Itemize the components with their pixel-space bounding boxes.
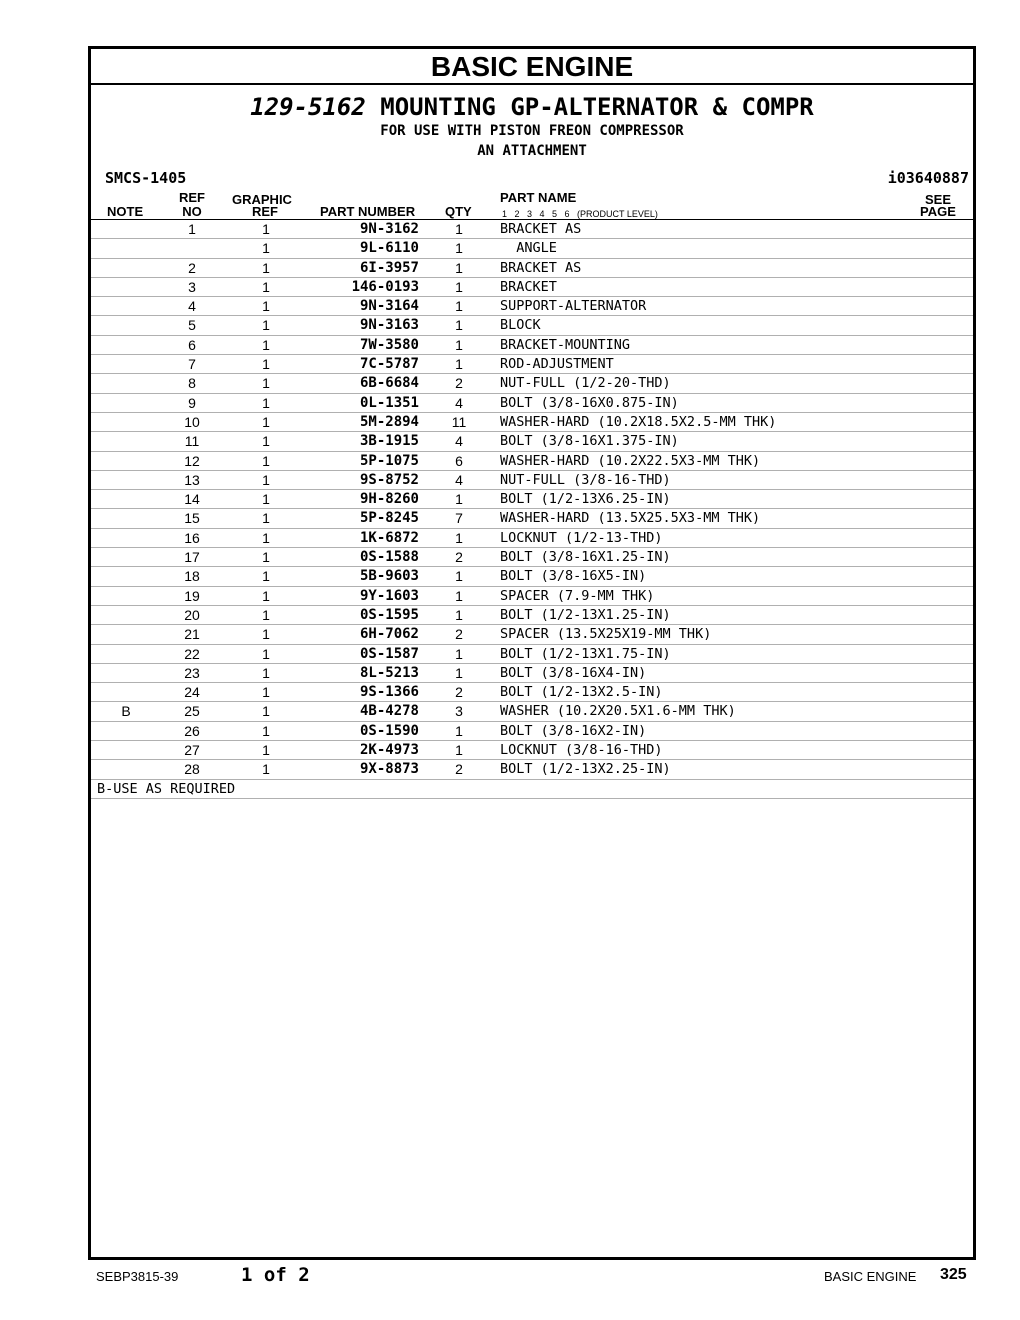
table-row [91,413,973,432]
cell-part-name: SPACER (13.5X25X19-MM THK) [500,626,712,643]
table-row [91,664,973,683]
cell-qty: 1 [455,336,463,353]
cell-qty: 1 [455,317,463,334]
cell-graphic-ref: 1 [262,221,270,237]
group-title [91,93,973,121]
group-name: MOUNTING GP-ALTERNATOR & COMPR [380,93,814,121]
cell-part-number: 7W-3580 [359,336,419,353]
cell-part-number: 6H-7062 [359,626,419,643]
cell-qty: 2 [455,549,463,566]
table-row [91,452,973,471]
cell-part-name: BOLT (3/8-16X4-IN) [500,664,647,681]
cell-graphic-ref: 1 [262,549,270,566]
cell-part-number: 9X-8873 [359,761,419,778]
footer-page-number: 325 [940,1266,967,1283]
cell-part-name: NUT-FULL (1/2-20-THD) [500,375,671,392]
table-row [91,645,973,664]
cell-part-number: 9N-3164 [359,298,419,315]
cell-qty: 1 [455,664,463,681]
cell-part-number: 0S-1590 [359,722,419,739]
cell-part-number: 9S-1366 [359,684,419,701]
cell-part-name: BOLT (1/2-13X2.5-IN) [500,684,663,701]
cell-qty: 1 [455,491,463,508]
cell-ref-no: 2 [188,259,196,276]
cell-part-number: 6I-3957 [359,259,419,276]
footer-page-of: 1 of 2 [241,1264,310,1286]
cell-graphic-ref: 1 [262,433,270,450]
table-row [91,683,973,702]
cell-ref-no: 27 [184,742,200,759]
cell-ref-no: 6 [188,336,196,353]
cell-part-name: BRACKET [500,278,557,295]
cell-ref-no: 17 [184,549,200,566]
cell-ref-no: 14 [184,491,200,508]
cell-note: B [121,703,131,720]
cell-part-number: 0S-1587 [359,645,419,662]
cell-qty: 1 [455,259,463,276]
cell-part-number: 2K-4973 [359,742,419,759]
table-row [91,625,973,644]
cell-part-name: BOLT (1/2-13X1.75-IN) [500,645,671,662]
table-row [91,529,973,548]
cell-part-name: BLOCK [500,317,541,334]
cell-part-number: 6B-6684 [359,375,419,392]
parts-page-frame [88,46,976,1260]
cell-graphic-ref: 1 [262,529,270,546]
cell-part-number: 9S-8752 [359,471,419,488]
header-note: NOTE [107,204,144,219]
cell-qty: 3 [455,703,463,720]
cell-part-name: BOLT (1/2-13X1.25-IN) [500,606,671,623]
cell-part-name: SPACER (7.9-MM THK) [500,587,655,604]
cell-part-number: 146-0193 [351,278,419,295]
header-graphic-2: REF [252,204,278,219]
cell-ref-no: 16 [184,529,200,546]
cell-graphic-ref: 1 [262,240,270,257]
cell-ref-no: 13 [184,471,200,488]
cell-graphic-ref: 1 [262,413,270,430]
footer-document-number: SEBP3815-39 [96,1269,179,1284]
cell-part-number: 7C-5787 [359,356,419,373]
cell-part-number: 1K-6872 [359,529,419,546]
cell-part-number: 5P-1075 [359,452,419,469]
cell-part-name: BOLT (3/8-16X0.875-IN) [500,394,679,411]
table-row [91,316,973,335]
cell-part-name: BRACKET AS [500,259,582,276]
table-row [91,374,973,393]
cell-part-number: 3B-1915 [359,433,419,450]
cell-graphic-ref: 1 [262,626,270,643]
group-part-number: 129-5162 [250,93,366,121]
cell-part-name: ROD-ADJUSTMENT [500,356,614,373]
cell-ref-no: 25 [184,703,200,720]
section-title: BASIC ENGINE [91,49,973,85]
cell-ref-no: 19 [184,587,200,604]
cell-qty: 1 [455,298,463,315]
cell-ref-no: 3 [188,278,196,295]
cell-part-number: 9H-8260 [359,491,419,508]
table-row [91,567,973,586]
cell-part-number: 5M-2894 [359,413,419,430]
cell-part-number: 8L-5213 [359,664,419,681]
parts-list [91,220,973,780]
table-row [91,239,973,258]
cell-graphic-ref: 1 [262,394,270,411]
cell-part-number: 9Y-1603 [359,587,419,604]
cell-part-name: BOLT (3/8-16X1.375-IN) [500,433,679,450]
group-subtitle-2: AN ATTACHMENT [477,143,587,159]
cell-qty: 1 [455,278,463,295]
cell-part-name: WASHER-HARD (10.2X22.5X3-MM THK) [500,452,761,469]
cell-qty: 2 [455,375,463,392]
cell-ref-no: 28 [184,761,200,778]
cell-graphic-ref: 1 [262,684,270,701]
cell-qty: 2 [455,684,463,701]
cell-ref-no: 15 [184,510,200,527]
cell-graphic-ref: 1 [262,375,270,392]
cell-qty: 1 [455,221,463,237]
cell-graphic-ref: 1 [262,587,270,604]
cell-qty: 1 [455,742,463,759]
cell-graphic-ref: 1 [262,742,270,759]
cell-qty: 4 [455,433,463,450]
header-product-level: 1 2 3 4 5 6 (PRODUCT LEVEL) [502,209,658,219]
cell-qty: 11 [451,413,467,430]
smcs-code: SMCS-1405 [105,169,187,187]
table-row [91,509,973,528]
cell-ref-no: 12 [184,452,200,469]
cell-part-name: BOLT (3/8-16X1.25-IN) [500,549,671,566]
cell-qty: 1 [455,587,463,604]
cell-graphic-ref: 1 [262,568,270,585]
header-see-1: SEE [925,192,952,207]
table-row [91,702,973,721]
cell-part-name: SUPPORT-ALTERNATOR [500,298,647,315]
cell-ref-no: 5 [188,317,196,334]
cell-ref-no: 20 [184,606,200,623]
header-ref-1: REF [179,190,205,205]
header-ref-2: NO [182,204,202,219]
cell-graphic-ref: 1 [262,278,270,295]
cell-qty: 1 [455,356,463,373]
cell-qty: 6 [455,452,463,469]
column-headers [91,189,973,220]
cell-ref-no: 24 [184,684,200,701]
cell-part-name: WASHER (10.2X20.5X1.6-MM THK) [500,703,736,720]
cell-part-number: 5P-8245 [359,510,419,527]
cell-graphic-ref: 1 [262,452,270,469]
cell-part-name: BRACKET AS [500,221,582,237]
cell-part-number: 9L-6110 [359,240,419,257]
cell-graphic-ref: 1 [262,356,270,373]
cell-part-number: 0S-1595 [359,606,419,623]
cell-part-number: 0S-1588 [359,549,419,566]
cell-graphic-ref: 1 [262,259,270,276]
header-part-name: PART NAME [500,190,577,205]
cell-part-name: NUT-FULL (3/8-16-THD) [500,471,671,488]
cell-part-number: 9N-3163 [359,317,419,334]
illustration-id: i03640887 [887,169,969,187]
cell-graphic-ref: 1 [262,317,270,334]
cell-ref-no: 11 [184,433,200,450]
table-row [91,355,973,374]
table-row [91,259,973,278]
cell-qty: 4 [455,394,463,411]
table-row [91,471,973,490]
cell-qty: 4 [455,471,463,488]
cell-qty: 1 [455,240,463,257]
cell-graphic-ref: 1 [262,606,270,623]
cell-part-name: BOLT (1/2-13X2.25-IN) [500,761,671,778]
cell-graphic-ref: 1 [262,664,270,681]
page-footer [0,1264,1020,1290]
cell-qty: 1 [455,529,463,546]
cell-part-name: ANGLE [500,240,557,257]
cell-part-name: LOCKNUT (1/2-13-THD) [500,529,663,546]
cell-part-name: BOLT (3/8-16X5-IN) [500,568,647,585]
cell-ref-no: 1 [188,221,196,237]
header-see-2: PAGE [920,204,956,219]
cell-graphic-ref: 1 [262,336,270,353]
cell-ref-no: 8 [188,375,196,392]
table-row [91,606,973,625]
cell-qty: 1 [455,568,463,585]
cell-qty: 2 [455,761,463,778]
cell-qty: 1 [455,606,463,623]
table-row [91,741,973,760]
table-row [91,432,973,451]
cell-ref-no: 7 [188,356,196,373]
cell-part-number: 9N-3162 [359,221,419,237]
cell-ref-no: 9 [188,394,196,411]
header-qty: QTY [445,204,472,219]
cell-part-number: 4B-4278 [359,703,419,720]
cell-graphic-ref: 1 [262,703,270,720]
cell-qty: 1 [455,722,463,739]
header-graphic-1: GRAPHIC [232,192,292,207]
cell-ref-no: 23 [184,664,200,681]
cell-ref-no: 22 [184,645,200,662]
table-row [91,220,973,239]
table-row [91,722,973,741]
cell-graphic-ref: 1 [262,298,270,315]
cell-ref-no: 21 [184,626,200,643]
table-row [91,548,973,567]
table-row [91,760,973,779]
table-row [91,297,973,316]
cell-graphic-ref: 1 [262,722,270,739]
table-row [91,587,973,606]
smcs-row [91,167,973,189]
cell-part-name: BRACKET-MOUNTING [500,336,631,353]
group-subtitle-1: FOR USE WITH PISTON FREON COMPRESSOR [380,123,684,139]
cell-qty: 2 [455,626,463,643]
cell-graphic-ref: 1 [262,491,270,508]
cell-graphic-ref: 1 [262,510,270,527]
cell-part-name: LOCKNUT (3/8-16-THD) [500,742,663,759]
cell-part-number: 5B-9603 [359,568,419,585]
cell-part-name: BOLT (1/2-13X6.25-IN) [500,491,671,508]
cell-graphic-ref: 1 [262,761,270,778]
footer-section: BASIC ENGINE [824,1269,917,1284]
cell-graphic-ref: 1 [262,645,270,662]
cell-part-name: WASHER-HARD (13.5X25.5X3-MM THK) [500,510,761,527]
note-legend: B-USE AS REQUIRED [91,780,973,799]
table-row [91,490,973,509]
cell-part-name: BOLT (3/8-16X2-IN) [500,722,647,739]
table-row [91,394,973,413]
cell-part-name: WASHER-HARD (10.2X18.5X2.5-MM THK) [500,413,777,430]
cell-qty: 7 [455,510,463,527]
cell-graphic-ref: 1 [262,471,270,488]
table-row [91,336,973,355]
cell-part-number: 0L-1351 [359,394,419,411]
cell-ref-no: 26 [184,722,200,739]
cell-ref-no: 4 [188,298,196,315]
cell-qty: 1 [455,645,463,662]
header-part-number: PART NUMBER [320,204,416,219]
table-row [91,278,973,297]
cell-ref-no: 10 [184,413,200,430]
cell-ref-no: 18 [184,568,200,585]
